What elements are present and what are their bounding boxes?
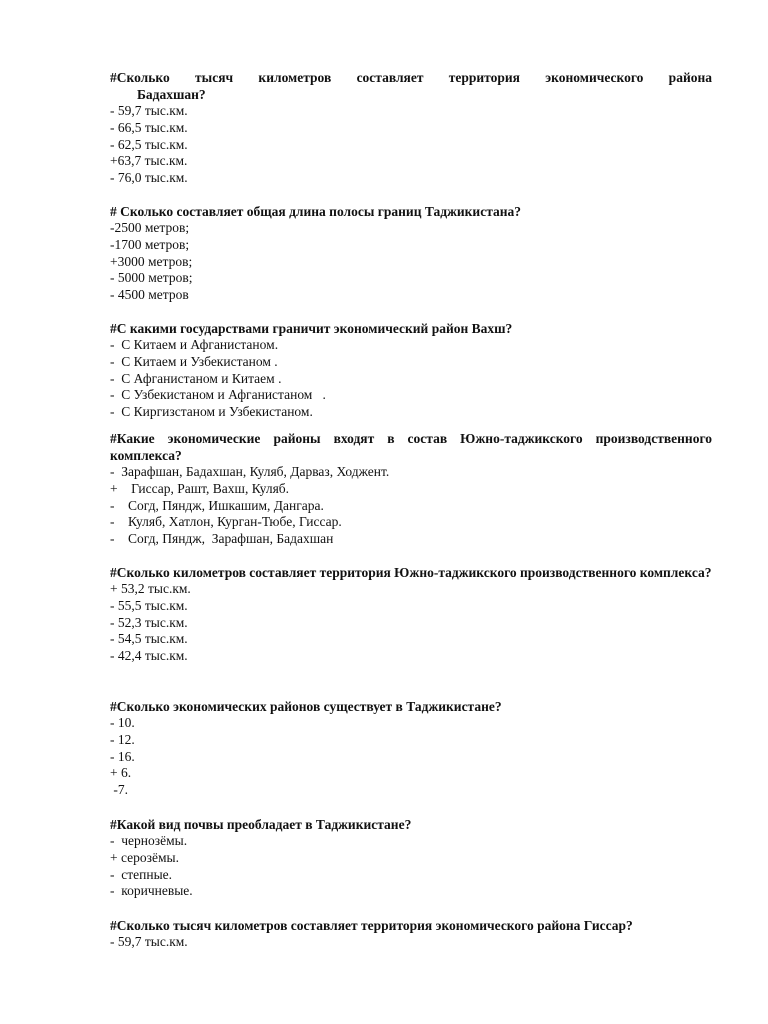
question-block: [110, 203, 712, 304]
question-block: [110, 430, 712, 548]
question-text: # Сколько составляет общая длина полосы границ Таджикистана?: [110, 204, 522, 219]
answer-option: - 52,3 тыс.км.: [110, 614, 188, 630]
answer-option: - 55,5 тыс.км.: [110, 597, 188, 613]
question-block: [110, 816, 712, 900]
answer-option: + 53,2 тыс.км.: [110, 581, 191, 596]
question-block: [110, 564, 712, 665]
answer-option: + Гиссар, Рашт, Вахш, Куляб.: [110, 480, 290, 496]
answer-option: +63,7 тыс.км.: [110, 153, 188, 169]
answer-option: - степные.: [110, 866, 173, 882]
answer-option: - 16.: [110, 748, 135, 764]
answer-option: - С Китаем и Афганистаном.: [110, 337, 279, 352]
answer-option: - Согд, Пяндж, Зарафшан, Бадахшан: [110, 531, 334, 547]
answer-option: - 5000 метров;: [110, 270, 193, 286]
answer-option: - коричневые.: [110, 883, 193, 899]
question-block: [110, 917, 712, 951]
answer-option: - 62,5 тыс.км.: [110, 136, 188, 152]
question-block: [110, 69, 712, 187]
question-text: #Сколько тысяч километров составляет территория экономического района Гиссар?: [110, 918, 633, 933]
answer-option: - С Киргизстаном и Узбекистаном.: [110, 404, 313, 420]
answer-option: - 59,7 тыс.км.: [110, 103, 188, 118]
answer-option: + серозёмы.: [110, 849, 179, 865]
answer-option: - 59,7 тыс.км.: [110, 934, 188, 949]
question-text: #Какие экономические районы входят в состав Южно-таджикского производственного комплекса?: [110, 431, 712, 463]
answer-option: +3000 метров;: [110, 253, 193, 269]
answer-option: - С Узбекистаном и Афганистаном .: [110, 387, 326, 403]
answer-option: - 76,0 тыс.км.: [110, 170, 188, 186]
answer-option: - 4500 метров: [110, 287, 189, 303]
question-text: #Сколько километров составляет территория Южно-таджикского производственного комплекса?: [110, 565, 712, 580]
question-text: #Сколько тысяч километров составляет территория экономического района: [110, 70, 712, 85]
answer-option: -2500 метров;: [110, 220, 190, 235]
answer-option: - 42,4 тыс.км.: [110, 648, 188, 664]
answer-option: - Зарафшан, Бадахшан, Куляб, Дарваз, Ходжент.: [110, 464, 390, 479]
answer-option: -7.: [110, 782, 128, 798]
question-text: #С какими государствами граничит экономический район Вахш?: [110, 321, 513, 336]
question-block: [110, 698, 712, 799]
question-block: [110, 320, 712, 421]
answer-option: - 10.: [110, 715, 135, 730]
answer-option: - 66,5 тыс.км.: [110, 119, 188, 135]
answer-option: -1700 метров;: [110, 236, 190, 252]
answer-option: - Согд, Пяндж, Ишкашим, Дангара.: [110, 497, 324, 513]
answer-option: + 6.: [110, 765, 132, 781]
question-text-continuation: Бадахшан?: [137, 87, 206, 102]
answer-option: - 54,5 тыс.км.: [110, 631, 188, 647]
answer-option: - чернозёмы.: [110, 833, 188, 848]
question-text: #Сколько экономических районов существует в Таджикистане?: [110, 699, 502, 714]
answer-option: - С Китаем и Узбекистаном .: [110, 353, 278, 369]
answer-option: - Куляб, Хатлон, Курган-Тюбе, Гиссар.: [110, 514, 342, 530]
question-text: #Какой вид почвы преобладает в Таджикистане?: [110, 817, 412, 832]
answer-option: - 12.: [110, 731, 135, 747]
answer-option: - С Афганистаном и Китаем .: [110, 370, 282, 386]
